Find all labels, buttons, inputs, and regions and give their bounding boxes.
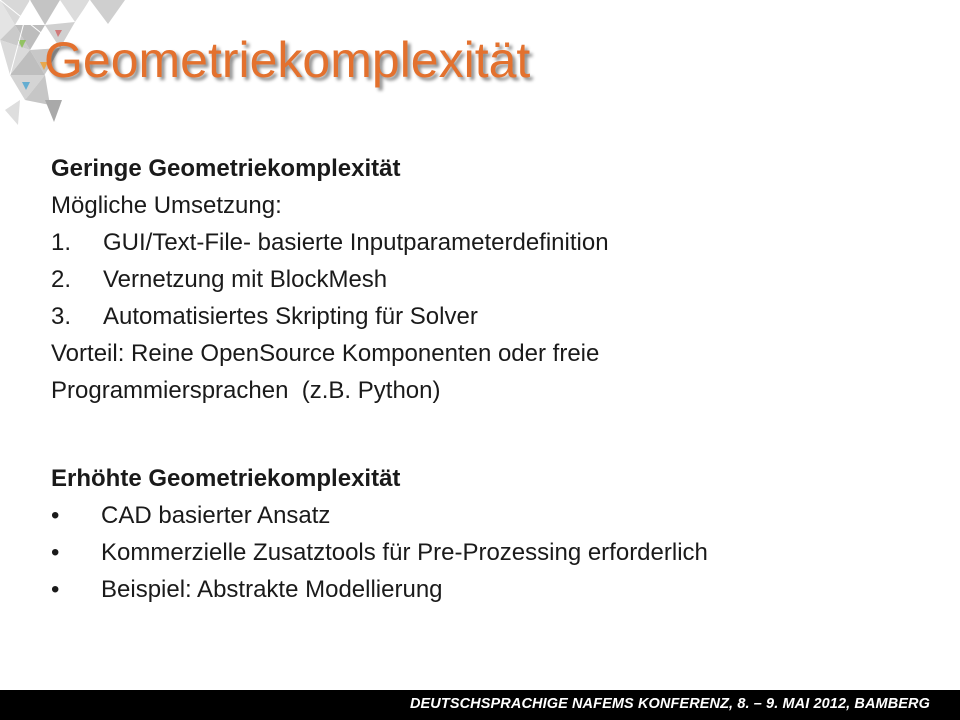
list-number: 3. xyxy=(51,303,72,330)
list-item-text: CAD basierter Ansatz xyxy=(101,502,331,529)
list-item xyxy=(51,534,708,571)
list-item-text: Beispiel: Abstrakte Modellierung xyxy=(101,576,443,603)
advantage-line-2: Programmiersprachen (z.B. Python) xyxy=(51,377,441,404)
bullet-icon: • xyxy=(51,576,60,603)
list-item xyxy=(51,261,609,298)
list-item-text: GUI/Text-File- basierte Inputparameterdefinition xyxy=(103,229,609,256)
list-item xyxy=(51,224,609,261)
list-number: 1. xyxy=(51,229,72,256)
list-number: 2. xyxy=(51,266,72,293)
list-item-text: Automatisiertes Skripting für Solver xyxy=(103,303,478,330)
bullet-icon: • xyxy=(51,539,60,566)
section-low-heading: Geringe Geometriekomplexität xyxy=(51,155,401,182)
footer-text: DEUTSCHSPRACHIGE NAFEMS KONFERENZ, 8. – 9. MAI 2012, BAMBERG xyxy=(409,696,930,712)
section-high-complexity xyxy=(51,460,708,608)
list-item xyxy=(51,497,708,534)
list-item-text: Kommerzielle Zusatztools für Pre-Prozessing erforderlich xyxy=(101,539,708,566)
list-item xyxy=(51,571,708,608)
list-item-text: Vernetzung mit BlockMesh xyxy=(103,266,388,293)
list-item xyxy=(51,298,609,335)
bullet-icon: • xyxy=(51,502,60,529)
advantage-line-1: Vorteil: Reine OpenSource Komponenten oder freie xyxy=(51,340,600,367)
section-low-intro: Mögliche Umsetzung: xyxy=(51,192,282,219)
slide-title: Geometriekomplexität xyxy=(44,32,531,88)
section-low-complexity xyxy=(51,150,609,409)
section-high-heading: Erhöhte Geometriekomplexität xyxy=(51,465,401,492)
footer-bar xyxy=(0,690,960,720)
